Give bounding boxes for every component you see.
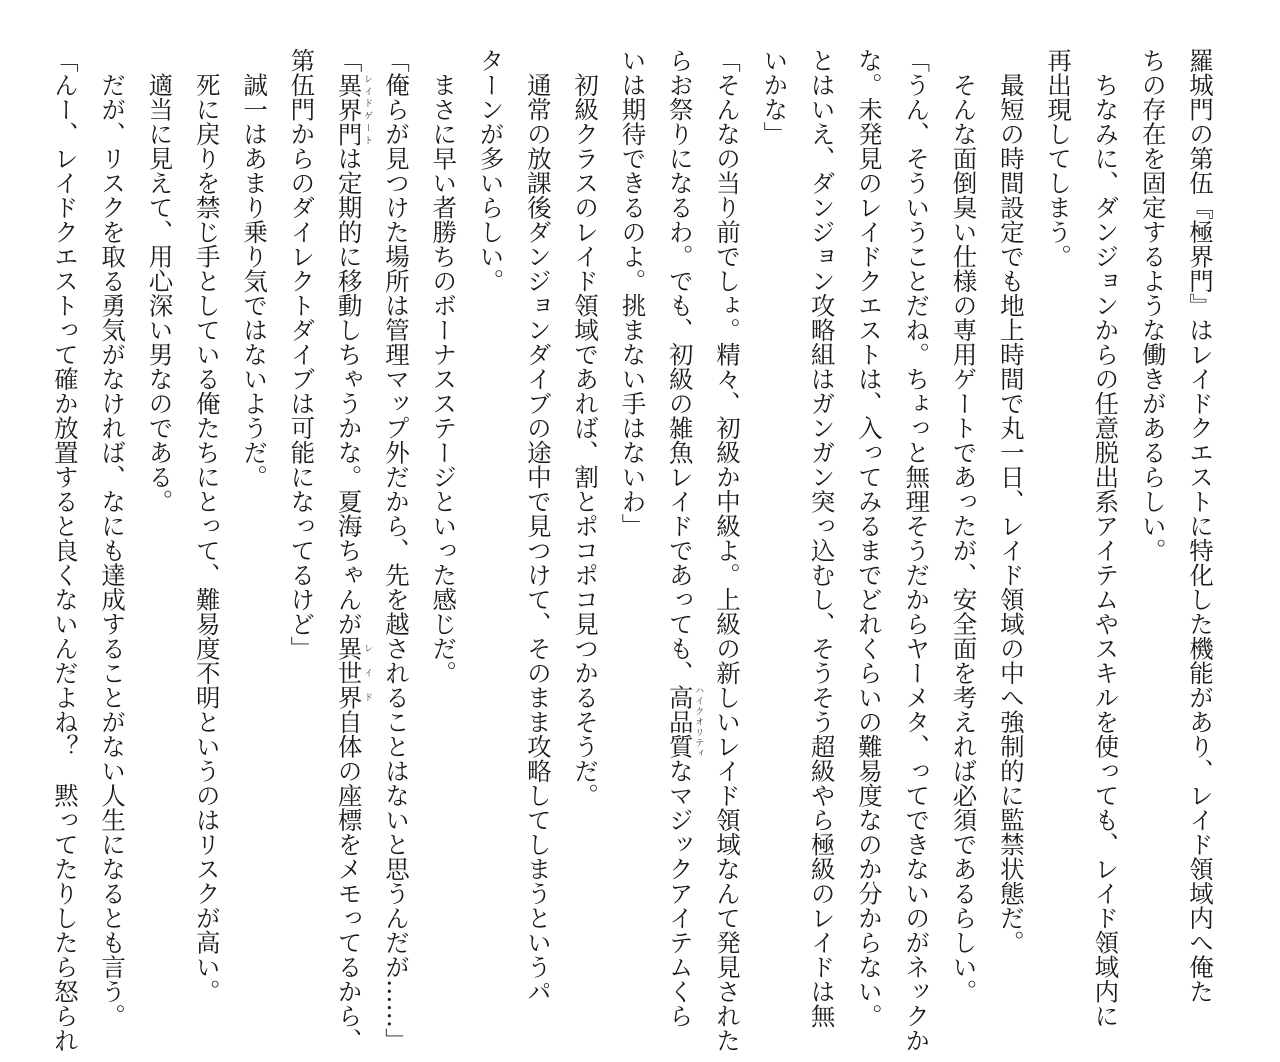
ruby-text bbox=[665, 685, 704, 759]
text-segment: 自体の座標をメモってるから、 bbox=[334, 709, 364, 1053]
vertical-text-page bbox=[42, 48, 1224, 1053]
text-segment: そんな面倒臭い仕様の専用ゲートであったが、安全面を考えれば必須であるらしい。 bbox=[949, 48, 979, 1004]
text-segment: いかな」 bbox=[760, 48, 790, 146]
text-column bbox=[846, 48, 893, 1048]
text-segment: 死に戻りを禁じ手としている俺たちにとって、難易度不明というのはリスクが高い。 bbox=[192, 48, 222, 1004]
text-segment: 「そんなの当り前でしょ。精々、初級か中級よ。上級の新しいレイド領域なんて発見された bbox=[713, 48, 743, 1053]
text-column bbox=[656, 48, 703, 1048]
ruby-base: 異界門 bbox=[334, 72, 364, 146]
text-column bbox=[278, 48, 325, 1048]
text-segment: らお祭りになるわ。でも、初級の雑魚レイドであっても、 bbox=[665, 48, 695, 685]
ruby-base: 高品質 bbox=[665, 685, 695, 759]
text-column bbox=[420, 48, 467, 1048]
text-segment: 最短の時間設定でも地上時間で丸一日、レイド領域の中へ強制的に監禁状態だ。 bbox=[996, 48, 1026, 955]
text-column bbox=[940, 48, 987, 1048]
text-segment: 「俺らが見つけた場所は管理マップ外だから、先を越されることはないと思うんだが……」 bbox=[381, 48, 411, 1053]
text-segment: 初級クラスのレイド領域であれば、割とポコポコ見つかるそうだ。 bbox=[571, 48, 601, 808]
text-segment: とはいえ、ダンジョン攻略組はガンガン突っ込むし、そうそう超級やら極級のレイドは無 bbox=[807, 48, 837, 1028]
text-segment: ターンが多いらしい。 bbox=[476, 48, 506, 293]
text-segment: 第伍門からのダイレクトダイブは可能になってるけど」 bbox=[287, 48, 317, 661]
text-column bbox=[89, 48, 136, 1048]
text-column bbox=[231, 48, 278, 1048]
text-segment: まさに早い者勝ちのボーナスステージといった感じだ。 bbox=[429, 48, 459, 685]
text-segment: 羅城門の第伍『極界門』はレイドクエストに特化した機能があり、レイド領域内へ俺た bbox=[1186, 48, 1215, 1004]
text-column bbox=[515, 48, 562, 1048]
text-column bbox=[609, 48, 656, 1048]
text-column bbox=[988, 48, 1035, 1048]
text-column bbox=[704, 48, 751, 1053]
text-column bbox=[42, 48, 89, 1053]
text-segment: 「んー、レイドクエストって確か放置すると良くないんだよね？ 黙ってたりしたら怒られ bbox=[50, 48, 80, 1053]
text-segment: 再出現してしまう。 bbox=[1044, 48, 1074, 269]
ruby-text bbox=[334, 636, 373, 710]
ruby-annotation: ハイクオリティ bbox=[693, 685, 704, 759]
text-column bbox=[1129, 48, 1176, 1048]
text-column bbox=[325, 48, 373, 1053]
text-segment: 誠一はあまり乗り気ではないようだ。 bbox=[240, 48, 270, 489]
text-column bbox=[893, 48, 940, 1053]
text-column bbox=[751, 48, 798, 1048]
text-segment: だが、リスクを取る勇気がなければ、なにも達成することがない人生になるとも言う。 bbox=[98, 48, 128, 1028]
text-column bbox=[467, 48, 514, 1048]
text-column bbox=[1035, 48, 1082, 1048]
text-segment: ちなみに、ダンジョンからの任意脱出系アイテムやスキルを使っても、レイド領域内に bbox=[1091, 48, 1121, 1028]
ruby-text bbox=[334, 72, 373, 147]
text-column bbox=[562, 48, 609, 1048]
text-segment: は定期的に移動しちゃうかな。夏海ちゃんが bbox=[334, 146, 364, 636]
text-column bbox=[1082, 48, 1129, 1048]
text-segment: 適当に見えて、用心深い男なのである。 bbox=[145, 48, 175, 514]
text-segment: 「 bbox=[334, 48, 364, 73]
text-segment: なマジックアイテムくら bbox=[665, 758, 695, 1028]
text-segment: な。未発見のレイドクエストは、入ってみるまでどれくらいの難易度なのか分からない。 bbox=[854, 48, 884, 1028]
ruby-annotation: レイドゲート bbox=[362, 72, 373, 146]
text-column bbox=[183, 48, 230, 1048]
text-column bbox=[798, 48, 845, 1048]
text-segment: いは期待できるのよ。挑まない手はないわ」 bbox=[618, 48, 648, 538]
text-segment: ちの存在を固定するような働きがあるらしい。 bbox=[1138, 48, 1168, 563]
ruby-annotation: レイド bbox=[362, 636, 373, 710]
text-column bbox=[136, 48, 183, 1048]
text-column bbox=[1177, 48, 1224, 1048]
text-segment: 通常の放課後ダンジョンダイブの途中で見つけて、そのまま攻略してしまうというパ bbox=[523, 48, 553, 1004]
text-segment: 「うん、そういうことだね。ちょっと無理そうだからヤーメタ、ってできないのがネックか bbox=[902, 48, 932, 1053]
text-column bbox=[373, 48, 420, 1053]
ruby-base: 異世界 bbox=[334, 636, 364, 710]
